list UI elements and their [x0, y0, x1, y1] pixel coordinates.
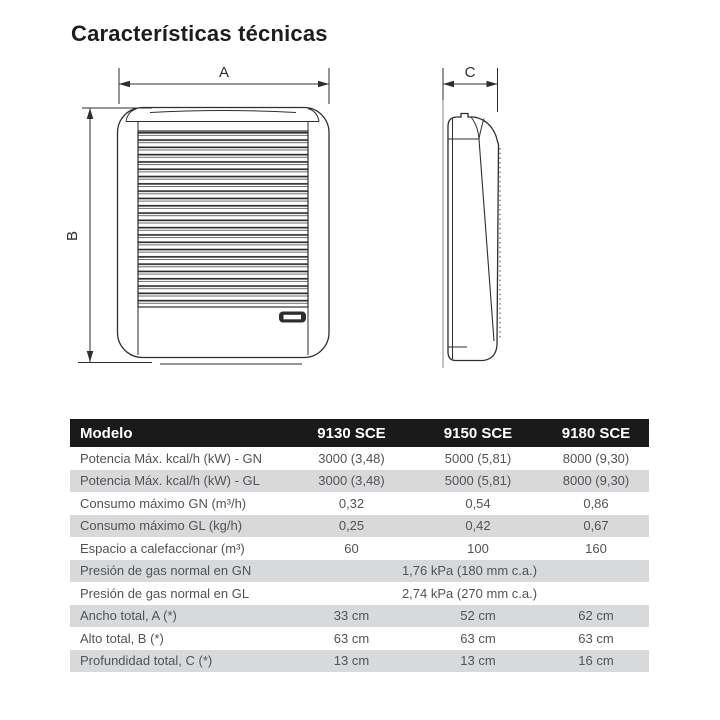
spec-table — [70, 419, 649, 672]
spec-value-cell: 0,67 — [543, 515, 649, 538]
spec-label-cell: Consumo máximo GL (kg/h) — [70, 515, 290, 538]
spec-value-cell: 160 — [585, 540, 607, 556]
col-header-9150-sce: 9150 SCE — [413, 419, 543, 447]
dim-b-label: B — [64, 230, 81, 242]
spec-value-cell: 3000 (3,48) — [318, 450, 385, 466]
side-body-outline — [448, 114, 499, 361]
spec-value-cell: 16 cm — [543, 650, 649, 673]
table-row — [70, 447, 649, 470]
side-corner-fan-1 — [471, 117, 479, 139]
spec-value-cell: 8000 (9,30) — [543, 470, 649, 493]
spec-value-cell: 62 cm — [543, 605, 649, 628]
col-header-modelo: Modelo — [70, 419, 290, 447]
spec-label-cell: Potencia Máx. kcal/h (kW) - GN — [80, 450, 263, 466]
table-row — [70, 537, 649, 560]
table-row — [70, 627, 649, 650]
spec-value-cell: 63 cm — [460, 630, 496, 646]
spec-value-cell: 5000 (5,81) — [413, 470, 543, 493]
spec-value-cell: 33 cm — [290, 605, 413, 628]
spec-value-cell: 0,25 — [290, 515, 413, 538]
corner-arc-right — [308, 109, 319, 122]
spec-value-cell: 13 cm — [290, 650, 413, 673]
spec-label-cell: Ancho total, A (*) — [70, 605, 290, 628]
side-corner-fan-2 — [479, 119, 484, 140]
spec-label-cell: Espacio a calefaccionar (m³) — [80, 540, 245, 556]
spec-value-cell: 63 cm — [578, 630, 614, 646]
table-row — [70, 560, 649, 583]
dim-c-label: C — [464, 64, 476, 81]
top-ridge-line — [150, 111, 296, 113]
front-view — [118, 108, 330, 365]
spec-value-cell: 52 cm — [413, 605, 543, 628]
dim-a-label: A — [218, 64, 230, 81]
spec-value-cell: 0,54 — [465, 495, 491, 511]
col-header-9130-sce: 9130 SCE — [290, 419, 413, 447]
spec-label-cell: Potencia Máx. kcal/h (kW) - GL — [70, 470, 290, 493]
spec-label-cell: Consumo máximo GN (m³/h) — [80, 495, 247, 511]
spec-label-cell: Presión de gas normal en GN — [70, 560, 290, 583]
table-row — [70, 470, 649, 493]
table-row — [70, 515, 649, 538]
control-panel-slot — [284, 315, 302, 320]
side-view — [443, 100, 500, 368]
spec-span-value-cell: 2,74 kPa (270 mm c.a.) — [401, 585, 538, 601]
spec-label-cell: Presión de gas normal en GL — [80, 585, 250, 601]
page-title: Características técnicas — [71, 21, 328, 46]
table-row — [70, 582, 649, 605]
spec-value-cell: 63 cm — [333, 630, 370, 646]
spec-value-cell: 0,42 — [413, 515, 543, 538]
table-header-row — [70, 419, 649, 447]
spec-value-cell: 13 cm — [413, 650, 543, 673]
col-header-9180-sce: 9180 SCE — [543, 419, 649, 447]
spec-value-cell: 100 — [467, 540, 489, 556]
spec-value-cell: 0,86 — [583, 495, 609, 511]
side-diagonal-seam — [479, 139, 494, 341]
table-row — [70, 605, 649, 628]
spec-value-cell: 8000 (9,30) — [562, 450, 630, 466]
spec-label-cell: Alto total, B (*) — [80, 630, 164, 646]
spec-value-cell: 0,32 — [338, 495, 365, 511]
table-row — [70, 650, 649, 673]
spec-value-cell: 3000 (3,48) — [290, 470, 413, 493]
table-row — [70, 492, 649, 515]
spec-value-cell: 5000 (5,81) — [444, 450, 512, 466]
spec-value-cell: 60 — [344, 540, 359, 556]
spec-span-value-cell: 1,76 kPa (180 mm c.a.) — [290, 560, 649, 583]
spec-label-cell: Profundidad total, C (*) — [70, 650, 290, 673]
louver-grille — [138, 131, 308, 307]
